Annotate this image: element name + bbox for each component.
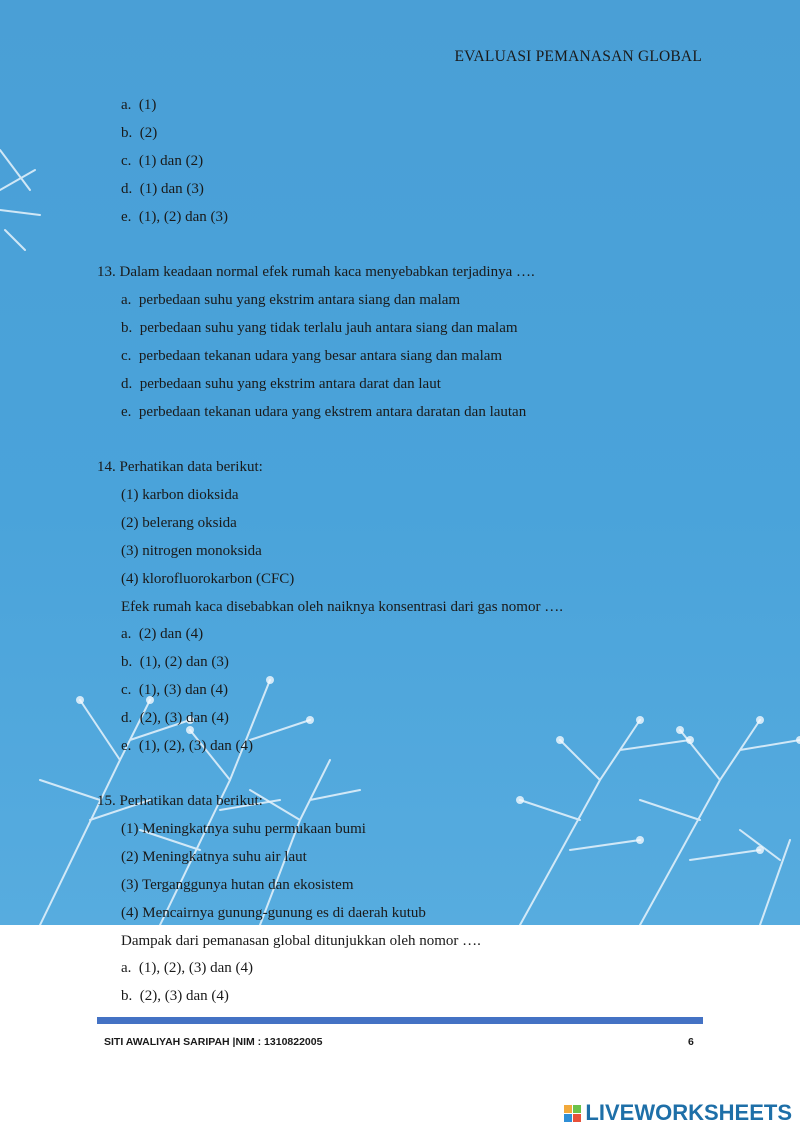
q15-data-item: (3) Terganggunya hutan dan ekosistem: [121, 877, 354, 893]
q14-data-item: (1) karbon dioksida: [121, 487, 239, 503]
q15-data-item: (2) Meningkatnya suhu air laut: [121, 849, 307, 865]
q14-option-b: b. (1), (2) dan (3): [121, 654, 229, 670]
q12-option-c: c. (1) dan (2): [121, 153, 204, 169]
q15-data-item: (4) Mencairnya gunung-gunung es di daerah kutub: [121, 905, 426, 921]
q13-option-c: c. perbedaan tekanan udara yang besar antara siang dan malam: [121, 348, 503, 364]
footer-author: SITI AWALIYAH SARIPAH |NIM : 1310822005: [104, 1036, 323, 1048]
q13-option-d: d. perbedaan suhu yang ekstrim antara darat dan laut: [121, 376, 441, 392]
q14-option-d: d. (2), (3) dan (4): [121, 710, 229, 726]
q13-option-e: e. perbedaan tekanan udara yang ekstrem antara daratan dan lautan: [121, 404, 527, 420]
q14-data-item: (4) klorofluorokarbon (CFC): [121, 571, 295, 587]
liveworksheets-brand[interactable]: [564, 1100, 792, 1126]
q12-option-b: b. (2): [121, 125, 158, 141]
liveworksheets-logo-icon: [564, 1105, 581, 1122]
q15-stem: 15. Perhatikan data berikut:: [97, 793, 263, 809]
q15-data-item: (1) Meningkatnya suhu permukaan bumi: [121, 821, 366, 837]
brand-name: LIVEWORKSHEETS: [585, 1100, 792, 1125]
q13-option-b: b. perbedaan suhu yang tidak terlalu jauh antara siang dan malam: [121, 320, 518, 336]
page-header-title: EVALUASI PEMANASAN GLOBAL: [454, 48, 702, 65]
q14-data-item: (2) belerang oksida: [121, 515, 237, 531]
q14-question: Efek rumah kaca disebabkan oleh naiknya konsentrasi dari gas nomor ….: [121, 599, 563, 615]
footer-bar: [97, 1017, 703, 1024]
q13-stem: 13. Dalam keadaan normal efek rumah kaca menyebabkan terjadinya ….: [97, 264, 535, 280]
q14-option-c: c. (1), (3) dan (4): [121, 682, 229, 698]
q15-option-a: a. (1), (2), (3) dan (4): [121, 960, 254, 976]
q15-question: Dampak dari pemanasan global ditunjukkan oleh nomor ….: [121, 933, 481, 949]
page-number: 6: [688, 1036, 694, 1048]
q14-option-a: a. (2) dan (4): [121, 626, 204, 642]
q14-option-e: e. (1), (2), (3) dan (4): [121, 738, 254, 754]
q12-option-a: a. (1): [121, 97, 157, 113]
q12-option-e: e. (1), (2) dan (3): [121, 209, 229, 225]
q12-option-d: d. (1) dan (3): [121, 181, 204, 197]
q13-option-a: a. perbedaan suhu yang ekstrim antara siang dan malam: [121, 292, 461, 308]
q14-stem: 14. Perhatikan data berikut:: [97, 459, 263, 475]
q14-data-item: (3) nitrogen monoksida: [121, 543, 262, 559]
q15-option-b: b. (2), (3) dan (4): [121, 988, 229, 1004]
